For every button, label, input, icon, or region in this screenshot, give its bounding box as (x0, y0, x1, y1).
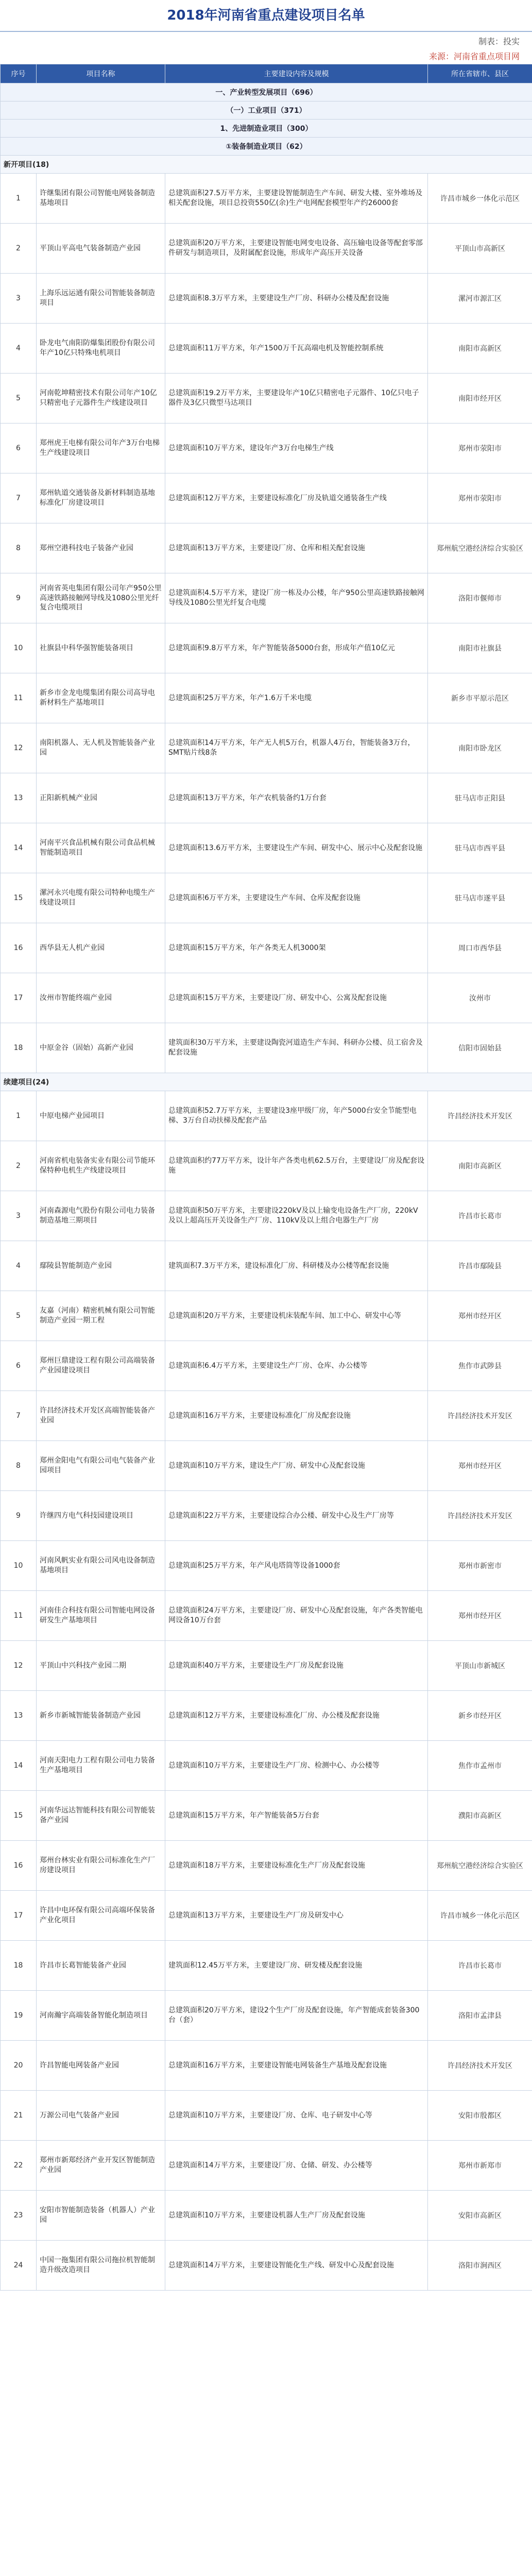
row-description: 总建筑面积13万平方米，主要建设厂房、仓库和相关配套设施 (165, 523, 428, 573)
section-equipment (1, 138, 532, 156)
table-row (1, 973, 532, 1023)
row-index: 16 (1, 1841, 37, 1891)
row-description: 总建筑面积10万平方米，主要建设机器人生产厂房及配套设施 (165, 2191, 428, 2241)
table-row (1, 1691, 532, 1741)
row-index: 6 (1, 1341, 37, 1391)
row-project-name: 河南平兴食品机械有限公司食品机械智能制造项目 (37, 823, 165, 873)
row-project-name: 河南省英电集团有限公司年产950公里高速铁路接触网导线及1080公里光纤复合电缆项目 (37, 573, 165, 623)
section-equipment-title: ①装备制造业项目（62） (1, 138, 532, 156)
row-description: 总建筑面积16万平方米，主要建设智能电网装备生产基地及配套设施 (165, 2041, 428, 2091)
table-row (1, 473, 532, 523)
row-index: 15 (1, 1791, 37, 1841)
row-index: 11 (1, 673, 37, 723)
row-location: 南阳市经开区 (428, 374, 532, 423)
row-description: 总建筑面积9.8万平方米，年产智能装备5000台套，形成年产值10亿元 (165, 623, 428, 673)
col-header-desc: 主要建设内容及规模 (165, 64, 428, 83)
table-row (1, 1641, 532, 1691)
row-index: 10 (1, 1541, 37, 1591)
table-row (1, 1291, 532, 1341)
row-description: 总建筑面积6万平方米，主要建设生产车间、仓库及配套设施 (165, 873, 428, 923)
table-row (1, 673, 532, 723)
row-location: 郑州市经开区 (428, 1441, 532, 1491)
table-row (1, 2241, 532, 2291)
table-row (1, 1591, 532, 1641)
row-location: 郑州航空港经济综合实验区 (428, 523, 532, 573)
row-location: 濮阳市高新区 (428, 1791, 532, 1841)
row-location: 郑州航空港经济综合实验区 (428, 1841, 532, 1891)
row-project-name: 河南天阳电力工程有限公司电力装备生产基地项目 (37, 1741, 165, 1791)
row-index: 5 (1, 374, 37, 423)
section-advanced-title: 1、先进制造业项目（300） (1, 120, 532, 138)
row-location: 许昌经济技术开发区 (428, 2041, 532, 2091)
subhead-new (1, 156, 532, 174)
table-row (1, 823, 532, 873)
table-row (1, 873, 532, 923)
row-description: 总建筑面积52.7万平方米，主要建设3座甲级厂房，年产5000台安全节能型电梯、3万台自动扶梯及配套产品 (165, 1091, 428, 1141)
row-index: 10 (1, 623, 37, 673)
row-index: 16 (1, 923, 37, 973)
row-location: 南阳市卧龙区 (428, 723, 532, 773)
row-project-name: 许昌中电环保有限公司高端环保装备产业化项目 (37, 1891, 165, 1941)
row-location: 郑州市新密市 (428, 1541, 532, 1591)
row-project-name: 南阳机器人、无人机及智能装备产业园 (37, 723, 165, 773)
row-location: 漯河市源汇区 (428, 274, 532, 324)
row-location: 许昌市城乡一体化示范区 (428, 174, 532, 224)
row-description: 总建筑面积13万平方米，主要建设生产厂房及研发中心 (165, 1891, 428, 1941)
row-description: 总建筑面积12万平方米，主要建设标准化厂房、办公楼及配套设施 (165, 1691, 428, 1741)
section-industrial (1, 101, 532, 120)
row-index: 13 (1, 773, 37, 823)
row-description: 总建筑面积14万平方米，主要建设厂房、仓储、研发、办公楼等 (165, 2141, 428, 2191)
row-description: 总建筑面积15万平方米，年产各类无人机3000架 (165, 923, 428, 973)
table-row (1, 2141, 532, 2191)
row-location: 驻马店市西平县 (428, 823, 532, 873)
row-index: 14 (1, 823, 37, 873)
table-row (1, 1441, 532, 1491)
table-row (1, 1991, 532, 2041)
row-description: 总建筑面积19.2万平方米，主要建设年产10亿只精密电子元器件、10亿只电子器件及3亿只微型马达项目 (165, 374, 428, 423)
meta-row (0, 32, 532, 49)
row-project-name: 河南佳合科技有限公司智能电网设备研发生产基地项目 (37, 1591, 165, 1641)
row-location: 郑州市荥阳市 (428, 423, 532, 473)
row-project-name: 许继四方电气科技园建设项目 (37, 1491, 165, 1541)
row-index: 17 (1, 1891, 37, 1941)
maker-label: 制表：投实 (478, 37, 520, 46)
table-row (1, 1141, 532, 1191)
table-row (1, 1191, 532, 1241)
section-advanced (1, 120, 532, 138)
row-location: 平顶山市高新区 (428, 224, 532, 274)
row-location: 郑州市经开区 (428, 1591, 532, 1641)
table-row (1, 2041, 532, 2091)
row-project-name: 万源公司电气装备产业园 (37, 2091, 165, 2141)
row-index: 9 (1, 573, 37, 623)
table-row (1, 723, 532, 773)
row-index: 4 (1, 324, 37, 374)
row-location: 郑州市经开区 (428, 1291, 532, 1341)
row-index: 14 (1, 1741, 37, 1791)
row-index: 3 (1, 1191, 37, 1241)
row-description: 总建筑面积11万平方米，年产1500万千瓦高端电机及智能控制系统 (165, 324, 428, 374)
row-description: 总建筑面积20万平方米，建设2个生产厂房及配套设施，年产智能成套装备300台（套） (165, 1991, 428, 2041)
row-project-name: 许昌市长葛智能装备产业园 (37, 1941, 165, 1991)
row-description: 总建筑面积22万平方米，主要建设综合办公楼、研发中心及生产厂房等 (165, 1491, 428, 1541)
row-location: 信阳市固始县 (428, 1023, 532, 1073)
row-location: 南阳市高新区 (428, 1141, 532, 1191)
row-description: 建筑面积12.45万平方米，主要建设厂房、研发楼及配套设施 (165, 1941, 428, 1991)
row-project-name: 新乡市新城智能装备制造产业园 (37, 1691, 165, 1741)
row-description: 总建筑面积15万平方米，主要建设厂房、研发中心、公寓及配套设施 (165, 973, 428, 1023)
row-description: 总建筑面积50万平方米，主要建设220kV及以上输变电设备生产厂房，220kV及以上超高压开关设备生产厂房、110kV及以上组合电器生产厂房 (165, 1191, 428, 1241)
row-location: 南阳市社旗县 (428, 623, 532, 673)
row-description: 总建筑面积4.5万平方米，建设厂房一栋及办公楼，年产950公里高速铁路接触网导线及1080公里光纤复合电缆 (165, 573, 428, 623)
table-row (1, 1091, 532, 1141)
row-project-name: 河南森源电气股份有限公司电力装备制造基地三期项目 (37, 1191, 165, 1241)
table-row (1, 224, 532, 274)
row-project-name: 社旗县中科华强智能装备项目 (37, 623, 165, 673)
row-description: 总建筑面积12万平方米，主要建设标准化厂房及轨道交通装备生产线 (165, 473, 428, 523)
row-description: 总建筑面积40万平方米，主要建设生产厂房及配套设施 (165, 1641, 428, 1691)
row-index: 12 (1, 723, 37, 773)
table-row (1, 1341, 532, 1391)
table-row (1, 1941, 532, 1991)
section-main (1, 83, 532, 101)
row-project-name: 河南省机电装备实业有限公司节能环保特种电机生产线建设项目 (37, 1141, 165, 1191)
row-index: 24 (1, 2241, 37, 2291)
row-index: 7 (1, 1391, 37, 1441)
row-project-name: 郑州台林实业有限公司标准化生产厂房建设项目 (37, 1841, 165, 1891)
row-project-name: 新乡市金龙电缆集团有限公司高导电新材料生产基地项目 (37, 673, 165, 723)
row-project-name: 郑州虎王电梯有限公司年产3万台电梯生产线建设项目 (37, 423, 165, 473)
row-index: 8 (1, 523, 37, 573)
table-row (1, 1741, 532, 1791)
row-index: 20 (1, 2041, 37, 2091)
row-index: 22 (1, 2141, 37, 2191)
row-index: 6 (1, 423, 37, 473)
row-index: 19 (1, 1991, 37, 2041)
table-row (1, 773, 532, 823)
row-location: 安阳市高新区 (428, 2191, 532, 2241)
project-table (0, 64, 532, 2291)
section-industrial-title: （一）工业项目（371） (1, 101, 532, 120)
row-description: 总建筑面积10万平方米，主要建设厂房、仓库、电子研发中心等 (165, 2091, 428, 2141)
row-index: 13 (1, 1691, 37, 1741)
table-row (1, 523, 532, 573)
row-location: 驻马店市正阳县 (428, 773, 532, 823)
row-project-name: 郑州金阳电气有限公司电气装备产业园项目 (37, 1441, 165, 1491)
row-description: 总建筑面积16万平方米，主要建设标准化厂房及配套设施 (165, 1391, 428, 1441)
row-project-name: 上海乐远运通有限公司智能装备制造项目 (37, 274, 165, 324)
row-description: 总建筑面积6.4万平方米，主要建设生产厂房、仓库、办公楼等 (165, 1341, 428, 1391)
row-description: 总建筑面积25万平方米，年产风电塔筒等设备1000套 (165, 1541, 428, 1591)
row-project-name: 河南瀚宇高端装备智能化制造项目 (37, 1991, 165, 2041)
table-row (1, 1241, 532, 1291)
table-row (1, 374, 532, 423)
row-location: 洛阳市孟津县 (428, 1991, 532, 2041)
row-project-name: 中国一拖集团有限公司拖拉机智能制造升级改造项目 (37, 2241, 165, 2291)
row-location: 郑州市荥阳市 (428, 473, 532, 523)
table-row (1, 174, 532, 224)
row-index: 7 (1, 473, 37, 523)
row-index: 2 (1, 224, 37, 274)
row-description: 建筑面积30万平方米，主要建设陶瓷河道造生产车间、科研办公楼、员工宿舍及配套设施 (165, 1023, 428, 1073)
row-location: 驻马店市遂平县 (428, 873, 532, 923)
row-description: 总建筑面积10万平方米，建设年产3万台电梯生产线 (165, 423, 428, 473)
row-project-name: 平顶山平高电气装备制造产业园 (37, 224, 165, 274)
row-description: 总建筑面积18万平方米，主要建设标准化生产厂房及配套设施 (165, 1841, 428, 1891)
row-description: 总建筑面积13万平方米，年产农机装备约1万台套 (165, 773, 428, 823)
row-description: 总建筑面积14万平方米，年产无人机5万台，机器人4万台，智能装备3万台，SMT贴片线8条 (165, 723, 428, 773)
table-row (1, 1541, 532, 1591)
section-main-title: 一、产业转型发展项目（696） (1, 83, 532, 101)
table-row (1, 1891, 532, 1941)
row-location: 洛阳市偃师市 (428, 573, 532, 623)
table-header-row (1, 64, 532, 83)
subhead-new-title: 新开项目(18) (1, 156, 532, 174)
row-index: 1 (1, 1091, 37, 1141)
row-project-name: 河南华远达智能科技有限公司智能装备产业园 (37, 1791, 165, 1841)
table-row (1, 274, 532, 324)
row-index: 11 (1, 1591, 37, 1641)
source-label: 来源：河南省重点项目网 (428, 52, 520, 61)
table-row (1, 324, 532, 374)
row-project-name: 正阳新机械产业园 (37, 773, 165, 823)
row-index: 2 (1, 1141, 37, 1191)
row-location: 南阳市高新区 (428, 324, 532, 374)
row-location: 许昌市长葛市 (428, 1191, 532, 1241)
page-title: 2018年河南省重点建设项目名单 (0, 0, 532, 32)
row-location: 新乡市平原示范区 (428, 673, 532, 723)
row-index: 21 (1, 2091, 37, 2141)
row-project-name: 许昌智能电网装备产业园 (37, 2041, 165, 2091)
row-project-name: 汝州市智能终端产业园 (37, 973, 165, 1023)
row-project-name: 郑州轨道交通装备及新材料制造基地标准化厂房建设项目 (37, 473, 165, 523)
row-project-name: 安阳市智能制造装备（机器人）产业园 (37, 2191, 165, 2241)
row-project-name: 中原电梯产业园项目 (37, 1091, 165, 1141)
col-header-name: 项目名称 (37, 64, 165, 83)
col-header-index: 序号 (1, 64, 37, 83)
row-index: 9 (1, 1491, 37, 1541)
row-index: 3 (1, 274, 37, 324)
row-description: 总建筑面积20万平方米，主要建设机床装配车间、加工中心、研发中心等 (165, 1291, 428, 1341)
table-row (1, 623, 532, 673)
row-description: 总建筑面积10万平方米，主要建设生产厂房、检测中心、办公楼等 (165, 1741, 428, 1791)
row-description: 总建筑面积10万平方米，建设生产厂房、研发中心及配套设施 (165, 1441, 428, 1491)
row-description: 总建筑面积15万平方米，年产智能装备5万台套 (165, 1791, 428, 1841)
row-location: 焦作市武陟县 (428, 1341, 532, 1391)
table-row (1, 1841, 532, 1891)
col-header-location: 所在省辖市、县区 (428, 64, 532, 83)
row-location: 平顶山市新城区 (428, 1641, 532, 1691)
row-location: 许昌市长葛市 (428, 1941, 532, 1991)
table-row (1, 573, 532, 623)
row-project-name: 友嘉（河南）精密机械有限公司智能制造产业园一期工程 (37, 1291, 165, 1341)
row-project-name: 河南风帆实业有限公司风电设备制造基地项目 (37, 1541, 165, 1591)
row-project-name: 漯河永兴电缆有限公司特种电缆生产线建设项目 (37, 873, 165, 923)
row-description: 总建筑面积24万平方米，主要建设厂房、研发中心及配套设施，年产各类智能电网设备10万台套 (165, 1591, 428, 1641)
new-projects-body (1, 174, 532, 1073)
row-location: 许昌经济技术开发区 (428, 1391, 532, 1441)
row-location: 周口市西华县 (428, 923, 532, 973)
row-project-name: 西华县无人机产业园 (37, 923, 165, 973)
row-location: 许昌市鄢陵县 (428, 1241, 532, 1291)
row-location: 许昌经济技术开发区 (428, 1091, 532, 1141)
row-description: 总建筑面积13.6万平方米，主要建设生产车间、研发中心、展示中心及配套设施 (165, 823, 428, 873)
row-project-name: 许昌经济技术开发区高端智能装备产业园 (37, 1391, 165, 1441)
row-location: 许昌市城乡一体化示范区 (428, 1891, 532, 1941)
row-description: 总建筑面积25万平方米，年产1.6万千米电缆 (165, 673, 428, 723)
row-index: 5 (1, 1291, 37, 1341)
row-index: 8 (1, 1441, 37, 1491)
row-description: 总建筑面积8.3万平方米，主要建设生产厂房、科研办公楼及配套设施 (165, 274, 428, 324)
table-row (1, 1491, 532, 1541)
row-description: 总建筑面积20万平方米，主要建设智能电网变电设备、高压输电设备等配套零部件研发与制造项目，及附属配套设施，形成年产高压开关设备 (165, 224, 428, 274)
row-project-name: 鄢陵县智能制造产业园 (37, 1241, 165, 1291)
row-location: 汝州市 (428, 973, 532, 1023)
row-location: 焦作市孟州市 (428, 1741, 532, 1791)
row-index: 1 (1, 174, 37, 224)
row-project-name: 郑州空港科技电子装备产业园 (37, 523, 165, 573)
row-location: 新乡市经开区 (428, 1691, 532, 1741)
table-row (1, 1791, 532, 1841)
table-row (1, 1023, 532, 1073)
row-description: 总建筑面积14万平方米，主要建设智能化生产线、研发中心及配套设施 (165, 2241, 428, 2291)
row-project-name: 河南乾坤精密技术有限公司年产10亿只精密电子元器件生产线建设项目 (37, 374, 165, 423)
table-row (1, 423, 532, 473)
row-location: 洛阳市涧西区 (428, 2241, 532, 2291)
row-project-name: 郑州巨鼎建设工程有限公司高端装备产业园建设项目 (37, 1341, 165, 1391)
row-project-name: 郑州市新郑经济产业开发区智能制造产业园 (37, 2141, 165, 2191)
subhead-continue-title: 续建项目(24) (1, 1073, 532, 1091)
row-index: 12 (1, 1641, 37, 1691)
row-project-name: 平顶山中兴科技产业园二期 (37, 1641, 165, 1691)
row-description: 总建筑面积27.5万平方米，主要建设智能制造生产车间、研发大楼、室外堆场及相关配套设施，项目总投资550亿(余)生产电网配套模型年产约26000套 (165, 174, 428, 224)
table-row (1, 2191, 532, 2241)
row-index: 18 (1, 1023, 37, 1073)
row-location: 许昌经济技术开发区 (428, 1491, 532, 1541)
row-description: 总建筑面积约77万平方米，设计年产各类电机62.5万台，主要建设厂房及配套设施 (165, 1141, 428, 1191)
row-project-name: 中原金谷（固始）高新产业园 (37, 1023, 165, 1073)
row-index: 4 (1, 1241, 37, 1291)
row-description: 建筑面积7.3万平方米，建设标准化厂房、科研楼及办公楼等配套设施 (165, 1241, 428, 1291)
subhead-continue (1, 1073, 532, 1091)
table-row (1, 2091, 532, 2141)
row-index: 15 (1, 873, 37, 923)
table-row (1, 923, 532, 973)
row-project-name: 许继集团有限公司智能电网装备制造基地项目 (37, 174, 165, 224)
row-index: 18 (1, 1941, 37, 1991)
row-location: 安阳市殷都区 (428, 2091, 532, 2141)
row-index: 17 (1, 973, 37, 1023)
continue-projects-body (1, 1091, 532, 2291)
row-index: 23 (1, 2191, 37, 2241)
row-project-name: 卧龙电气南阳防爆集团股份有限公司年产10亿只特殊电机项目 (37, 324, 165, 374)
table-row (1, 1391, 532, 1441)
row-location: 郑州市新郑市 (428, 2141, 532, 2191)
